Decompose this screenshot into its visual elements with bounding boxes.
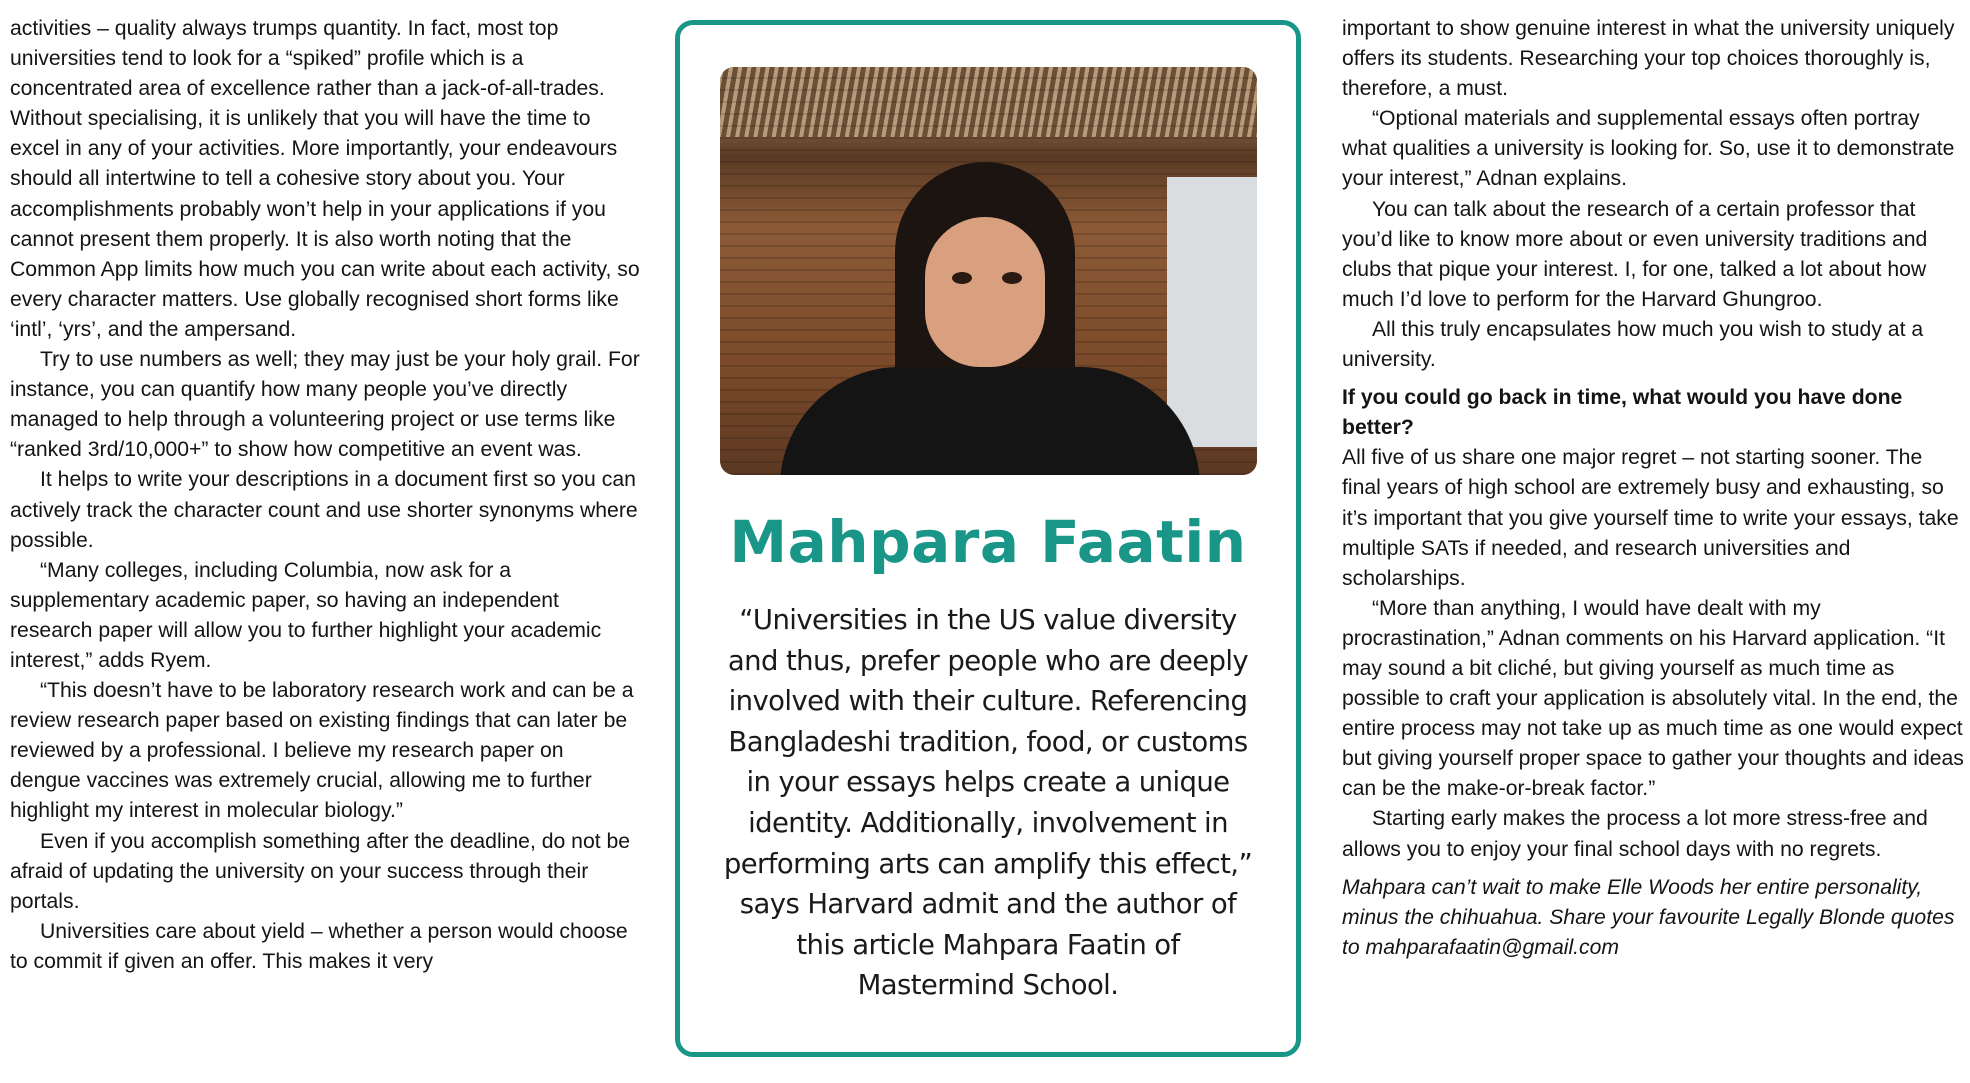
paragraph: Try to use numbers as well; they may just be your holy grail. For instance, you can quantify how many people you’ve directly managed to help through a volunteering project or use terms like “ranked 3rd/10,000+” to show how competitive an event was. [10, 348, 640, 462]
paragraph: All this truly encapsulates how much you wish to study at a university. [1342, 317, 1924, 372]
pull-quote-name: Mahpara Faatin [729, 508, 1247, 576]
paragraph: All five of us share one major regret – not starting sooner. The final years of high school are extremely busy and exhausting, so it’s important that you give yourself time to write your essays, take multiple SATs if needed, and research universities and scholarships. [1342, 446, 1959, 590]
pull-quote-text: “Universities in the US value diversity and thus, prefer people who are deeply involved with their culture. Referencing Bangladeshi tradition, food, or customs in your essays helps create a unique identity. Additionally, involvement in performing arts can amplify this effect,” says Harvard admit and the author of this article Mahpara Faatin of Mastermind School. [723, 604, 1253, 1002]
paragraph: “This doesn’t have to be laboratory research work and can be a review research paper based on existing findings that can later be reviewed by a professional. I believe my research paper on dengue vaccines was extremely crucial, allowing me to further highlight my interest in molecular biology.” [10, 679, 634, 823]
author-signoff: Mahpara can’t wait to make Elle Woods her entire personality, minus the chihuahua. Share your favourite Legally Blonde quotes to mahparafaatin@gmail.com [1342, 875, 1955, 959]
paragraph: “More than anything, I would have dealt with my procrastination,” Adnan comments on his Harvard application. “It may sound a bit cliché, but giving yourself as much time as possible to craft your application is absolutely vital. In the end, the entire process may not take up as much time as one would expect but giving yourself proper space to gather your thoughts and ideas can be the make-or-break factor.” [1342, 596, 1964, 801]
right-article-column [1342, 14, 1966, 963]
left-article-column [10, 14, 640, 977]
paragraph: You can talk about the research of a certain professor that you’d like to know more about or even university traditions and clubs that pique your interest. I, for one, talked a lot about how much I’d love to perform for the Harvard Ghungroo. [1342, 197, 1928, 311]
author-photo [720, 67, 1257, 475]
portrait-eye [952, 272, 972, 284]
window-panel [1167, 177, 1257, 447]
paragraph: Universities care about yield – whether a person would choose to commit if given an offer. This makes it very [10, 919, 628, 973]
paragraph: activities – quality always trumps quantity. In fact, most top universities tend to look for a “spiked” profile which is a concentrated area of excellence rather than a jack-of-all-trades. Without specialising, it is unlikely that you will have the time to excel in any of your activities. More importantly, your endeavours should all intertwine to tell a cohesive story about you. Your accomplishments probably won’t help in your applications if you cannot present them properly. It is also worth noting that the Common App limits how much you can write about each activity, so every character matters. Use globally recognised short forms like ‘intl’, ‘yrs’, and the ampersand. [10, 17, 640, 341]
paragraph: Even if you accomplish something after the deadline, do not be afraid of updating the university on your success through their portals. [10, 829, 631, 913]
paragraph: “Many colleges, including Columbia, now ask for a supplementary academic paper, so having an independent research paper will allow you to further highlight your academic interest,” adds Ryem. [10, 558, 602, 672]
paragraph: It helps to write your descriptions in a document first so you can actively track the character count and use shorter synonyms where possible. [10, 468, 638, 552]
section-heading: If you could go back in time, what would you have done better? [1342, 386, 1903, 440]
paragraph: important to show genuine interest in what the university uniquely offers its students. Researching your top choices thoroughly is, therefore, a must. [1342, 17, 1955, 101]
paragraph: “Optional materials and supplemental essays often portray what qualities a university is looking for. So, use it to demonstrate your interest,” Adnan explains. [1342, 107, 1955, 191]
paragraph: Starting early makes the process a lot more stress-free and allows you to enjoy your final school days with no regrets. [1342, 807, 1928, 861]
portrait-body [780, 367, 1200, 475]
portrait-eye [1002, 272, 1022, 284]
portrait-face [925, 217, 1045, 367]
